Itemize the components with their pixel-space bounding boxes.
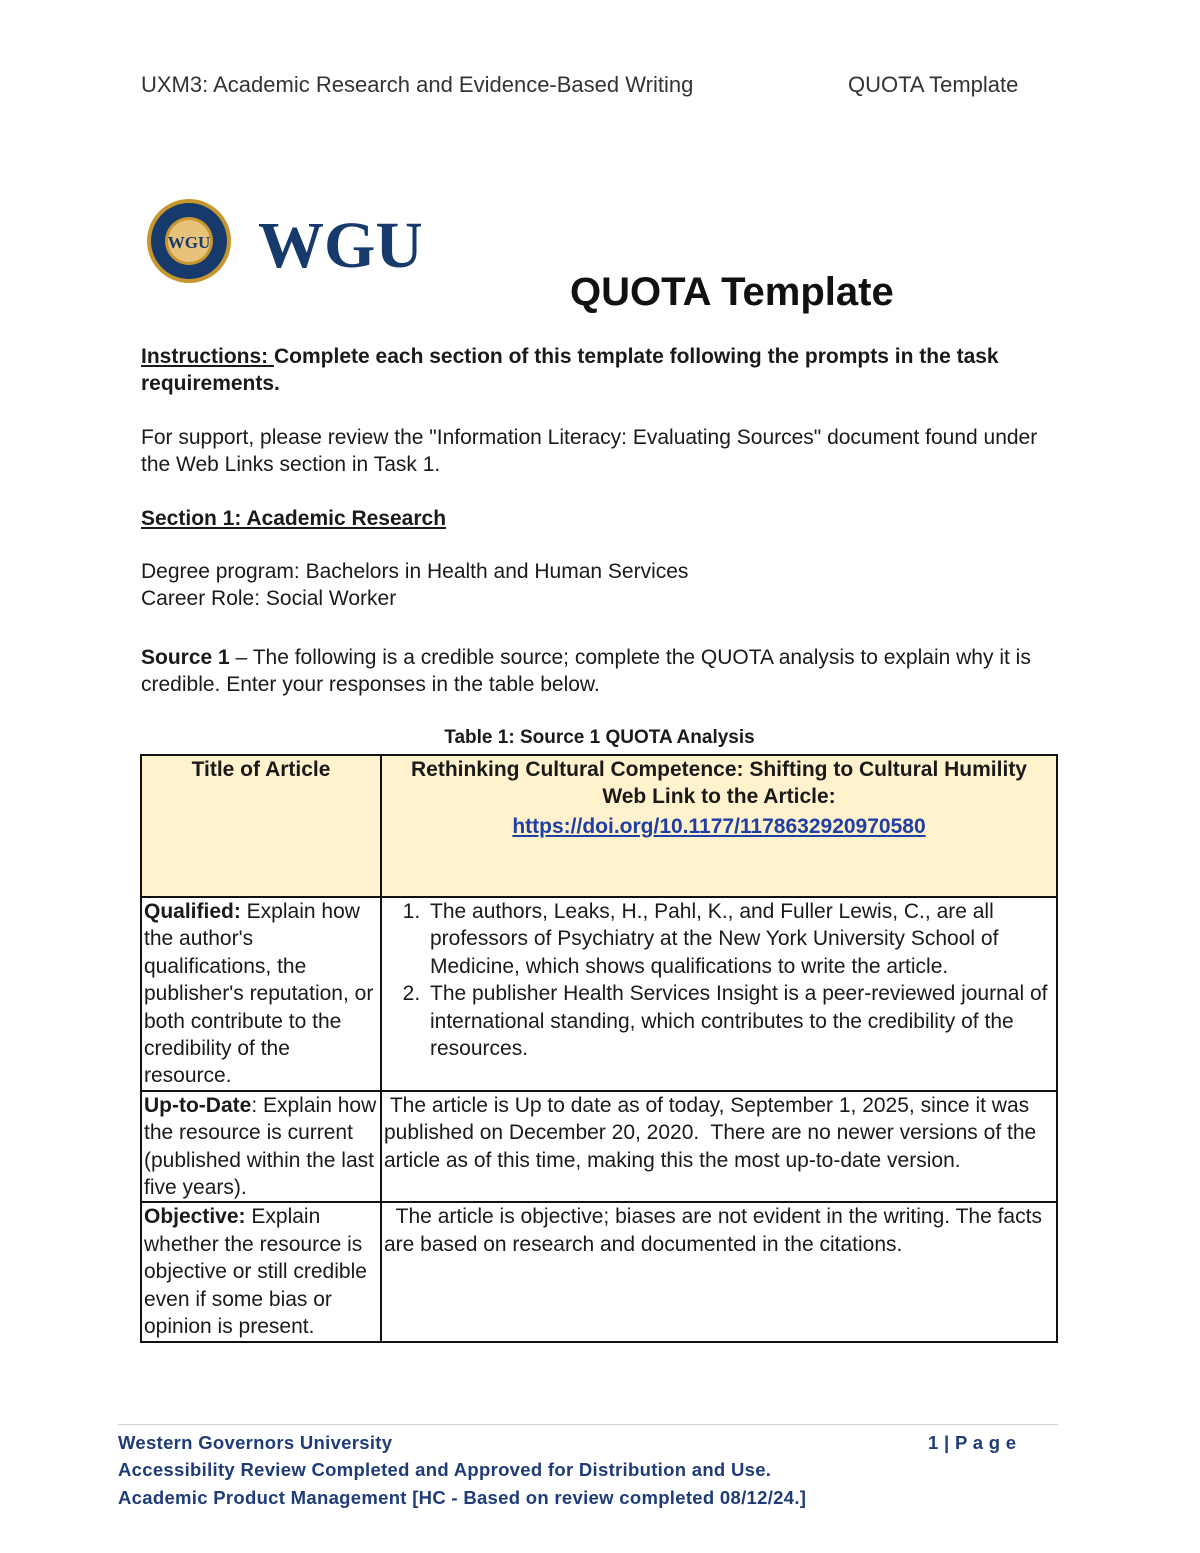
table-row-qualified bbox=[141, 897, 1057, 1091]
seal-initials: WGU bbox=[167, 233, 211, 252]
footer-page-number: 1 | P a g e bbox=[928, 1432, 1017, 1453]
qualified-list bbox=[384, 898, 1054, 1062]
article-info-cell bbox=[381, 755, 1057, 897]
source1-intro bbox=[141, 644, 1071, 698]
web-link-label: Web Link to the Article: bbox=[602, 785, 836, 809]
support-text: For support, please review the "Information Literacy: Evaluating Sources" document found under the Web Links section in Task 1. bbox=[141, 426, 1038, 476]
source1-label: Source 1 bbox=[141, 646, 230, 669]
degree-program: Degree program: Bachelors in Health and Human Services bbox=[141, 560, 689, 583]
instructions-label: Instructions: bbox=[141, 345, 275, 368]
objective-prompt-text: Explain whether the resource is objective or still credible even if some bias or opinion is present. bbox=[144, 1205, 367, 1339]
instructions-text: Complete each section of this template following the prompts in the task requirements. bbox=[141, 345, 999, 395]
career-role: Career Role: Social Worker bbox=[141, 587, 397, 610]
up-to-date-response: The article is Up to date as of today, September 1, 2025, since it was published on December 20, 2020. There are no newer versions of the article as of this time, making this the most up-to-date version. bbox=[381, 1091, 1057, 1203]
table-row-up-to-date bbox=[141, 1091, 1057, 1203]
list-item: 1. The authors, Leaks, H., Pahl, K., and Fuller Lewis, C., are all professors of Psychiatry at the New York University School of Medicine, which shows qualifications to write the article. bbox=[426, 898, 1054, 980]
article-link[interactable]: https://doi.org/10.1177/1178632920970580 bbox=[512, 814, 926, 838]
qualified-term: Qualified: bbox=[144, 900, 241, 923]
instructions bbox=[141, 343, 1071, 397]
table-header-row bbox=[141, 755, 1057, 897]
quota-table bbox=[140, 754, 1058, 1343]
wgu-logo bbox=[146, 198, 421, 284]
qualified-prompt-text: Explain how the author's qualifications, the publisher's reputation, or both contribute to the credibility of the resource. bbox=[144, 900, 374, 1088]
article-title: Rethinking Cultural Competence: Shifting to Cultural Humility bbox=[410, 758, 1027, 781]
up-to-date-prompt-text: : Explain how the resource is current (published within the last five years). bbox=[144, 1093, 377, 1200]
qualified-prompt bbox=[141, 897, 381, 1091]
footer-management-note: Academic Product Management [HC - Based on review completed 08/12/24.] bbox=[118, 1487, 807, 1508]
up-to-date-term: Up-to-Date bbox=[144, 1093, 252, 1117]
up-to-date-prompt bbox=[141, 1091, 381, 1203]
page-title: QUOTA Template bbox=[570, 270, 894, 314]
table-caption: Table 1: Source 1 QUOTA Analysis bbox=[444, 727, 755, 748]
wgu-wordmark: WGU bbox=[258, 209, 421, 282]
header-course: UXM3: Academic Research and Evidence-Based Writing bbox=[141, 72, 694, 97]
list-item: 2. The publisher Health Services Insight is a peer-reviewed journal of international standing, which contributes to the credibility of the resources. bbox=[426, 980, 1054, 1062]
header-title-of-article: Title of Article bbox=[141, 755, 381, 897]
objective-term: Objective: bbox=[144, 1205, 246, 1229]
section1-heading: Section 1: Academic Research bbox=[141, 507, 447, 530]
objective-response: The article is objective; biases are not evident in the writing. The facts are based on research and documented in the citations. bbox=[381, 1202, 1057, 1341]
qualified-response bbox=[381, 897, 1057, 1091]
footer-university: Western Governors University bbox=[118, 1432, 393, 1453]
footer-review-note: Accessibility Review Completed and Approved for Distribution and Use. bbox=[118, 1459, 772, 1480]
wgu-seal-icon bbox=[146, 198, 421, 284]
footer-divider bbox=[118, 1424, 1058, 1425]
objective-prompt bbox=[141, 1202, 381, 1341]
source1-text: – The following is a credible source; complete the QUOTA analysis to explain why it is credible. Enter your responses in the table below. bbox=[141, 646, 1031, 696]
table-row-objective bbox=[141, 1202, 1057, 1341]
header-doc-label: QUOTA Template bbox=[848, 72, 1019, 97]
